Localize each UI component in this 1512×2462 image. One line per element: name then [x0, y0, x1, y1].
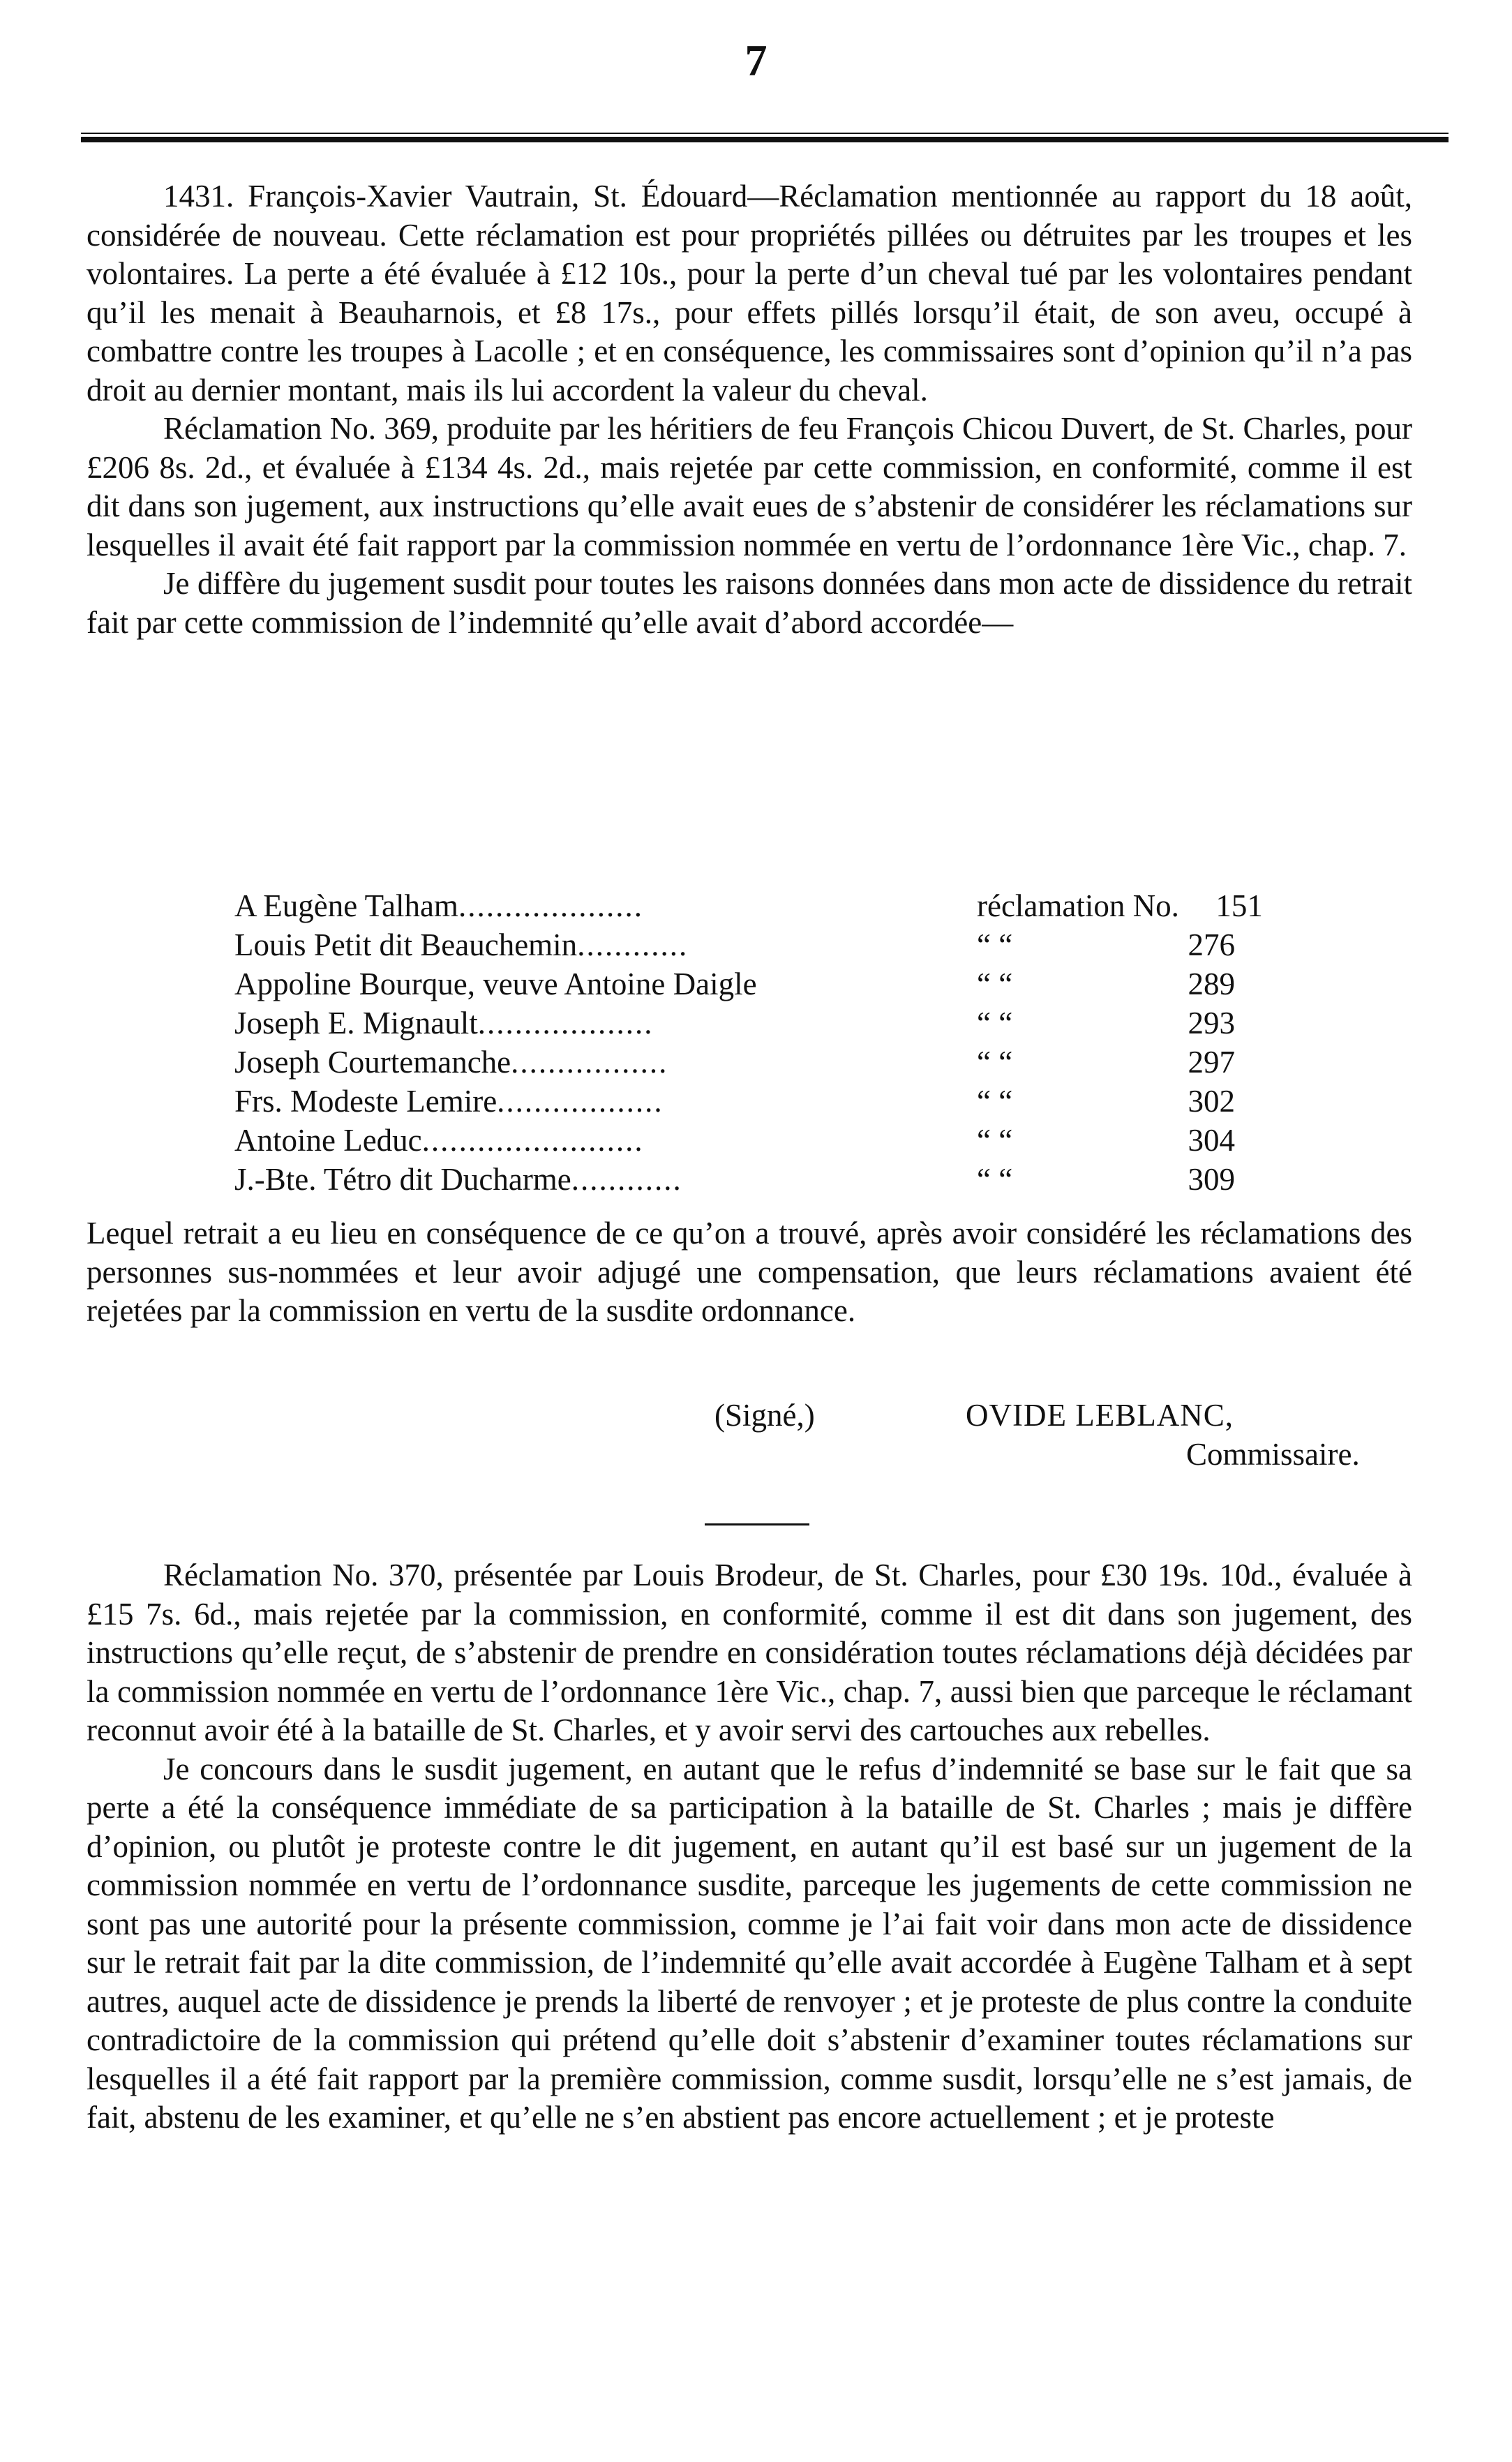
- leader-dots: ..................: [497, 1084, 664, 1119]
- list-item: [234, 1004, 1330, 1043]
- claim-number: 297: [1188, 1045, 1235, 1080]
- leader-dots: ........................: [421, 1123, 644, 1158]
- claimant-name: Frs. Modeste Lemire: [234, 1084, 497, 1119]
- header-rule: [81, 137, 1449, 142]
- claim-number: 304: [1188, 1123, 1235, 1158]
- entry-1431-block: [87, 177, 1412, 642]
- claimant-name: Joseph E. Mignault: [234, 1006, 478, 1040]
- signature-block: [714, 1396, 1412, 1474]
- claim-number: 276: [1188, 927, 1235, 962]
- concurrence-paragraph: Je concours dans le susdit jugement, en autant que le refus d’indemnité se base sur le fait que sa perte a été la conséquence immédiate de sa participation à la bataille de St. Charles ; mais je diffère d’opinion, ou plutôt je proteste contre le dit jugement, en autant qu’il est basé sur un jugement de la commission nommée en vertu de l’ordonnance susdite, parceque les jugements de cette commission ne sont pas une autorité pour la présente commission, comme je l’ai fait voir dans mon acte de dissidence sur le retrait fait par la dite commission, de l’indemnité qu’elle avait accordée à Eugène Talham et à sept autres, auquel acte de dissidence je prends la liberté de renvoyer ; et je proteste de plus contre la conduite contradictoire de la commission qui prétend qu’elle doit s’abstenir d’examiner toutes réclamations sur lesquelles il a été fait rapport par la première commission, comme susdit, lorsqu’elle ne s’est jamais, de fait, abstenu de les examiner, et qu’elle ne s’en abstient pas encore actuellement ; et je proteste: [87, 1751, 1412, 2135]
- signatory-name: OVIDE LEBLANC,: [966, 1398, 1234, 1433]
- leader-dots: ...................: [477, 1006, 654, 1040]
- claimant-name: A Eugène Talham: [234, 888, 458, 923]
- claim-number: 309: [1188, 1162, 1235, 1197]
- claim-number: 289: [1188, 967, 1235, 1001]
- signatory-title: Commissaire.: [1186, 1437, 1360, 1472]
- leader-dots: ............: [577, 927, 689, 962]
- ditto-marks: “ “: [977, 1084, 1013, 1119]
- reclamation-370-paragraph: Réclamation No. 370, présentée par Louis Brodeur, de St. Charles, pour £30 19s. 10d., évaluée à £15 7s. 6d., mais rejetée par la commission, en conformité, comme il est dit dans son jugement, des instructions qu’elle reçut, de s’abstenir de prendre en considération toutes réclamations déjà décidées par la commission nommée en vertu de l’ordonnance 1ère Vic., chap. 7, aussi bien que parceque le réclamant reconnut avoir été à la bataille de St. Charles, et y avoir servi des cartouches aux rebelles.: [87, 1558, 1412, 1747]
- withdrawal-block: [87, 1214, 1412, 1331]
- claim-number: 293: [1188, 1006, 1235, 1040]
- list-item: [234, 1082, 1330, 1121]
- claimant-name: Joseph Courtemanche: [234, 1045, 511, 1080]
- claimant-name: Louis Petit dit Beauchemin: [234, 927, 578, 962]
- reclamation-369-paragraph: Réclamation No. 369, produite par les héritiers de feu François Chicou Duvert, de St. Charles, pour £206 8s. 2d., et évaluée à £134 4s. 2d., mais rejetée par cette commission, en conformité, comme il est dit dans son jugement, aux instructions qu’elle avait eues de s’abstenir de considérer les réclamations sur lesquelles il avait été fait rapport par la commission nommée en vertu de l’ordonnance 1ère Vic., chap. 7.: [87, 411, 1412, 562]
- reclamation-370-block: [87, 1556, 1412, 2138]
- list-item: [234, 964, 1330, 1004]
- list-item: [234, 1043, 1330, 1082]
- ditto-marks: “ “: [977, 1006, 1013, 1040]
- ditto-marks: “ “: [977, 1045, 1013, 1080]
- section-separator: [705, 1523, 809, 1525]
- ditto-marks: “ “: [977, 1123, 1013, 1158]
- leader-dots: .................: [511, 1045, 668, 1080]
- leader-dots: ....................: [458, 888, 643, 923]
- signature-label: (Signé,): [714, 1398, 815, 1433]
- list-item: [234, 1121, 1330, 1160]
- page-number: 7: [744, 36, 768, 85]
- leader-dots: ............: [571, 1162, 682, 1197]
- claim-number: 151: [1215, 888, 1263, 923]
- list-item: [234, 925, 1330, 964]
- claim-number: 302: [1188, 1084, 1235, 1119]
- list-item: [234, 1160, 1330, 1199]
- entry-1431-paragraph: 1431. François-Xavier Vautrain, St. Édouard—Réclamation mentionnée au rapport du 18 août, considérée de nouveau. Cette réclamation est pour propriétés pillées ou détruites par les troupes et les volontaires. La perte a été évaluée à £12 10s., pour la perte d’un cheval tué par les volontaires pendant qu’il les menait à Beauharnois, et £8 17s., pour effets pillés lorsqu’il était, de son aveu, occupé à combattre contre les troupes à Lacolle ; et en conséquence, les commissaires sont d’opinion qu’il n’a pas droit au dernier montant, mais ils lui accordent la valeur du cheval.: [87, 179, 1412, 408]
- claims-list: [234, 886, 1330, 1199]
- header-rule-thin: [81, 133, 1449, 134]
- claim-label: réclamation No.: [977, 888, 1179, 923]
- dissent-intro-paragraph: Je diffère du jugement susdit pour toutes les raisons données dans mon acte de dissidence du retrait fait par cette commission de l’indemnité qu’elle avait d’abord accordée—: [87, 566, 1412, 640]
- claimant-name: J.-Bte. Tétro dit Ducharme: [234, 1162, 571, 1197]
- ditto-marks: “ “: [977, 927, 1013, 962]
- list-item: [234, 886, 1330, 925]
- withdrawal-paragraph: Lequel retrait a eu lieu en conséquence de ce qu’on a trouvé, après avoir considéré les réclamations des personnes sus-nommées et leur avoir adjugé une compensation, que leurs réclamations avaient été rejetées par la commission en vertu de la susdite ordonnance.: [87, 1216, 1412, 1328]
- ditto-marks: “ “: [977, 1162, 1013, 1197]
- claimant-name: Antoine Leduc: [234, 1123, 422, 1158]
- ditto-marks: “ “: [977, 967, 1013, 1001]
- claimant-name: Appoline Bourque, veuve Antoine Daigle: [234, 967, 757, 1001]
